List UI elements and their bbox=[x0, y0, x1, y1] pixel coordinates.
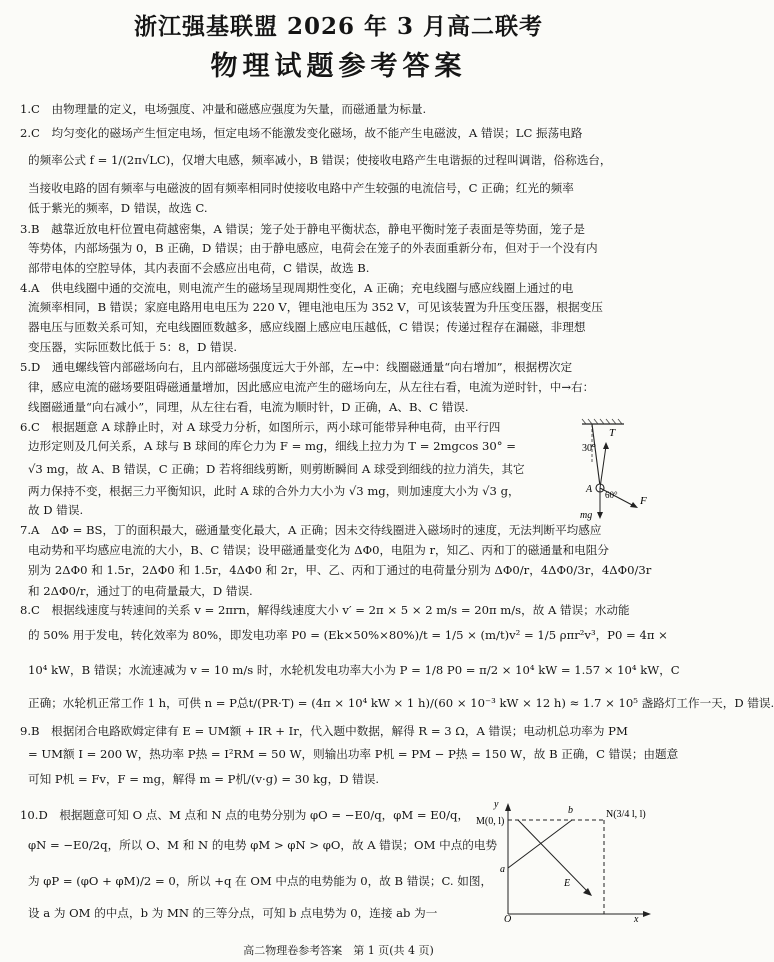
string-line bbox=[592, 424, 600, 486]
point-a-label: a bbox=[500, 864, 505, 875]
answer-line: 8.C 根据线速度与转速间的关系 v = 2πrn，解得线速度大小 v′ = 2π × 5 × 2 m/s = 20π m/s，故 A 错误；水动能 bbox=[20, 603, 630, 617]
tension-label: T bbox=[609, 427, 616, 439]
answer-line: 变压器，实际匝数比低于 5：8，D 错误. bbox=[28, 340, 238, 354]
x-axis-label: x bbox=[634, 914, 639, 925]
q10-field-diagram bbox=[476, 798, 666, 924]
field-line-e bbox=[518, 820, 588, 892]
gravity-label: mg bbox=[580, 510, 593, 521]
answer-line: √3 mg，故 A、B 错误，C 正确；D 若将细线剪断，则剪断瞬间 A 球受到细线的拉力消失，其它 bbox=[28, 462, 525, 476]
page-title: 浙江强基联盟 2026 年 3 月高二联考 bbox=[133, 13, 544, 40]
answer-line: 2.C 均匀变化的磁场产生恒定电场，恒定电场不能激发变化磁场，故不能产生电磁波，A 错误；LC 振荡电路 bbox=[20, 126, 583, 140]
force-f-label: F bbox=[640, 495, 647, 507]
answer-line: 10.D 根据题意可知 O 点、M 点和 N 点的电势分别为 φO = −E0/q，φM = E0/q， bbox=[20, 808, 470, 822]
answer-line: 5.D 通电螺线管内部磁场向右，且内部磁场强度远大于外部，左→中：线圈磁通量“向右增加”，根据楞次定 bbox=[20, 360, 573, 374]
answer-line: 低于紫光的频率，D 错误，故选 C. bbox=[28, 201, 208, 215]
angle-30-label: 30° bbox=[582, 443, 596, 454]
y-axis-label: y bbox=[494, 799, 499, 810]
answer-line: 律，感应电流的磁场要阻碍磁通量增加，因此感应电流产生的磁场向左，从左往右看，电流为逆时针，中→右： bbox=[28, 380, 595, 394]
answer-line: 的频率公式 f = 1/(2π√LC)，仅增大电感，频率减小，B 错误；使接收电路产生电谐振的过程叫调谐，俗称选台， bbox=[28, 153, 612, 167]
answer-line: 别为 2ΔΦ0 和 1.5r，2ΔΦ0 和 1.5r，4ΔΦ0 和 2r，甲、乙、丙和丁通过的电荷量分别为 ΔΦ0/r，4ΔΦ0/3r，4ΔΦ0/3r bbox=[28, 563, 652, 577]
answer-line: 流频率相同，B 错误；家庭电路用电电压为 220 V，锂电池电压为 352 V，可见该装置为升压变压器，根据变压 bbox=[28, 300, 603, 314]
field-e-arrowhead bbox=[583, 888, 592, 896]
answer-line: 6.C 根据题意 A 球静止时，对 A 球受力分析，如图所示，两小球可能带异种电荷，由平行四 bbox=[20, 420, 501, 434]
x-axis-arrow bbox=[643, 911, 651, 917]
answer-line: 线圈磁通量“向右减小”，同理，从左往右看，电流为顺时针，D 正确，A、B、C 错误. bbox=[28, 400, 469, 414]
answer-line: 为 φP = (φO + φM)/2 = 0，所以 +q 在 OM 中点的电势能为 0，故 B 错误；C. 如图， bbox=[28, 874, 493, 888]
ball-a-label: A bbox=[586, 484, 593, 495]
tension-arrow bbox=[600, 446, 606, 488]
answer-line: 的 50% 用于发电，转化效率为 80%，即发电功率 P0 = (Ek×50%×80%)/t = 1/5 × (m/t)v² = 1/5 ρπr²v³，P0 = 4π × bbox=[28, 628, 668, 642]
angle-60-label: 60° bbox=[605, 490, 618, 500]
ab-line bbox=[508, 820, 572, 868]
answer-line: 当接收电路的固有频率与电磁波的固有频率相同时使接收电路中产生较强的电流信号，C 正确；红光的频率 bbox=[28, 181, 574, 195]
answer-line: 正确；水轮机正常工作 1 h，可供 n = P总t/(PR·T) = (4π × 10⁴ kW × 1 h)/(60 × 10⁻³ kW × 12 h) ≈ 1.7 × 10⁵ 盏路灯工作一天，D 错误. bbox=[28, 696, 774, 710]
answer-line: 9.B 根据闭合电路欧姆定律有 E = UM额 + IR + Ir，代入题中数据，解得 R = 3 Ω，A 错误；电动机总功率为 PM bbox=[20, 724, 628, 738]
answer-line: 电动势和平均感应电流的大小，B、C 错误；设甲磁通量变化为 ΔΦ0，电阻为 r，知乙、丙和丁的磁通量和电阻分 bbox=[28, 543, 609, 557]
field-e-label: E bbox=[564, 878, 571, 889]
answer-line: 等势体，内部场强为 0，B 正确，D 错误；由于静电感应，电荷会在笼子的外表面重新分布，但对于一个没有内 bbox=[28, 241, 598, 255]
answer-line: 故 D 错误. bbox=[28, 503, 84, 517]
page-subtitle: 物理试题参考答案 bbox=[210, 51, 467, 82]
force-f-arrowhead bbox=[630, 502, 638, 508]
answer-line: 器电压与匝数关系可知，充电线圈匝数越多，感应线圈上感应电压越低，C 错误；传递过程存在漏磁，非理想 bbox=[28, 320, 586, 334]
ceiling-hatch bbox=[582, 419, 622, 424]
origin-label: O bbox=[504, 914, 512, 925]
answer-line: 可知 P机 = Fv，F = mg，解得 m = P机/(v·g) = 30 kg，D 错误. bbox=[28, 772, 380, 786]
answer-line: 和 2ΔΦ0/r，通过丁的电荷量最大，D 错误. bbox=[28, 584, 253, 598]
q6-force-diagram bbox=[578, 418, 662, 522]
gravity-arrowhead bbox=[597, 512, 603, 519]
answer-line: 3.B 越靠近放电杆位置电荷越密集，A 错误；笼子处于静电平衡状态，静电平衡时笼子表面是等势面，笼子是 bbox=[20, 222, 585, 236]
answer-line: 两力保持不变，根据三力平衡知识，此时 A 球的合外力大小为 √3 mg，则加速度大小为 √3 g， bbox=[28, 484, 520, 498]
answer-line: 部带电体的空腔导体，其内表面不会感应出电荷，C 错误，故选 B. bbox=[28, 261, 370, 275]
point-m-label: M(0, l) bbox=[476, 816, 505, 827]
point-n-label: N(3/4 l, l) bbox=[606, 809, 646, 820]
answer-line: 1.C 由物理量的定义，电场强度、冲量和磁感应强度为矢量，而磁通量为标量. bbox=[20, 102, 427, 116]
answer-line: 7.A ΔΦ = BS，丁的面积最大，磁通量变化最大，A 正确；因未交待线圈进入磁场时的速度，无法判断平均感应 bbox=[20, 523, 602, 537]
page-footer: 高二物理卷参考答案 第 1 页(共 4 页) bbox=[243, 944, 434, 957]
y-axis-arrow bbox=[505, 803, 511, 811]
answer-line: 边形定则及几何关系，A 球与 B 球间的库仑力为 F = mg，细线上拉力为 T = 2mgcos 30° = bbox=[28, 439, 516, 453]
tension-arrowhead bbox=[603, 442, 609, 449]
answer-line: = UM额 I = 200 W，热功率 P热 = I²RM = 50 W，则输出功率 P机 = PM − P热 = 150 W，故 B 正确，C 错误；由题意 bbox=[28, 747, 679, 761]
answer-line: 设 a 为 OM 的中点，b 为 MN 的三等分点，可知 b 点电势为 0，连接 ab 为一 bbox=[28, 906, 438, 920]
answer-line: 4.A 供电线圈中通的交流电，则电流产生的磁场呈现周期性变化，A 正确；充电线圈与感应线圈上通过的电 bbox=[20, 281, 574, 295]
point-b-label: b bbox=[568, 805, 573, 816]
answer-line: φN = −E0/2q，所以 O、M 和 N 的电势 φM > φN > φO，故 A 错误；OM 中点的电势 bbox=[28, 838, 498, 852]
answer-line: 10⁴ kW，B 错误；水流速减为 v = 10 m/s 时，水轮机发电功率大小为 P = 1/8 P0 = π/2 × 10⁴ kW = 1.57 × 10⁴ kW，C bbox=[28, 663, 680, 677]
